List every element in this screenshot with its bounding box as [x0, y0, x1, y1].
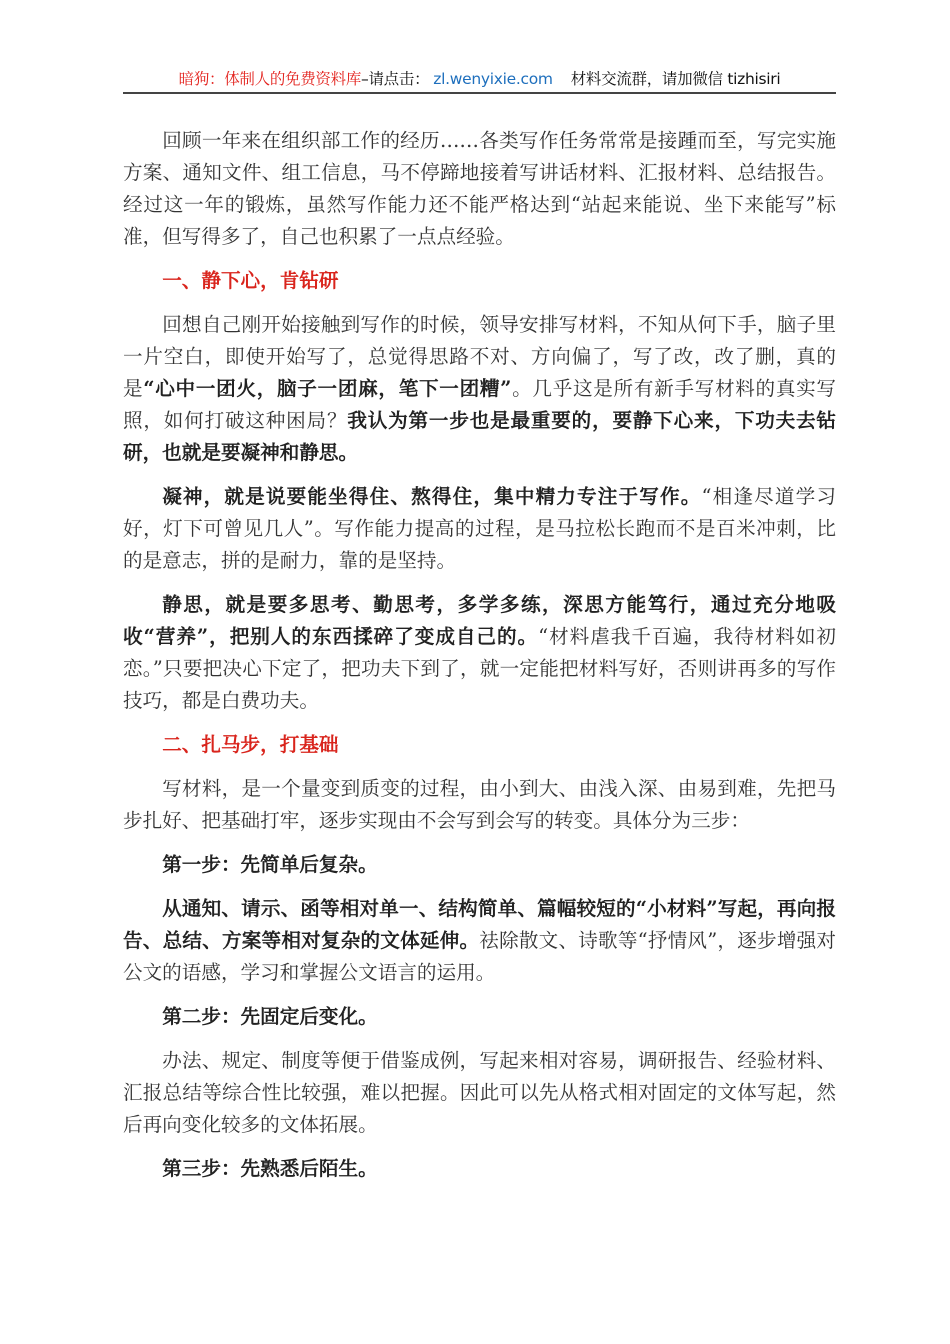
header-brand: 暗狗：体制人的免费资料库: [178, 70, 362, 88]
page-header: [123, 68, 836, 94]
paragraph-bold-text: 从通知、请示、函等相对单一、结构简单、篇幅较短的“小材料”写起，再向报告、总结、方案等相对复杂的文体延伸。: [123, 897, 836, 952]
document-body: [123, 125, 836, 1197]
paragraph: [123, 309, 836, 469]
paragraph: [123, 589, 836, 717]
header-click-prompt: –请点击：: [361, 70, 430, 88]
section-heading-1: [123, 265, 836, 297]
paragraph: [123, 773, 836, 837]
paragraph-text: “材料虐我千百遍，我待材料如初恋。”只要把决心下定了，把功夫下到了，就一定能把材料写好，否则讲再多的写作技巧，都是白费功夫。: [123, 625, 836, 712]
paragraph-bold-text: 第一步：先简单后复杂。: [162, 853, 378, 876]
paragraph-text: 祛除散文、诗歌等“抒情风”，逐步增强对公文的语感，学习和掌握公文语言的运用。: [123, 929, 836, 984]
paragraph-text: 回顾一年来在组织部工作的经历……各类写作任务常常是接踵而至，写完实施方案、通知文件、组工信息，马不停蹄地接着写讲话材料、汇报材料、总结报告。经过这一年的锻炼，虽然写作能力还不能严格达到“站起来能说、坐下来能写”标准，但写得多了，自己也积累了一点点经验。: [123, 129, 836, 248]
paragraph: [123, 1045, 836, 1141]
paragraph: [123, 893, 836, 989]
paragraph-text: “相逢尽道学习好，灯下可曾见几人”。写作能力提高的过程，是马拉松长跑而不是百米冲刺，比的是意志，拼的是耐力，靠的是坚持。: [123, 485, 836, 572]
header-wechat: 材料交流群，请加微信 tizhisiri: [570, 70, 781, 88]
paragraph-bold-text: 第三步：先熟悉后陌生。: [162, 1157, 378, 1180]
paragraph-text: 回想自己刚开始接触到写作的时候，领导安排写材料，不知从何下手，脑子里一片空白，即使开始写了，总觉得思路不对、方向偏了，写了改，改了删，真的是: [123, 313, 836, 400]
paragraph: [123, 481, 836, 577]
paragraph-bold-text: 我认为第一步也是最重要的，要静下心来，下功夫去钻研，也就是要凝神和静思。: [123, 409, 837, 464]
step-heading-1: [123, 849, 836, 881]
step-heading-2: [123, 1001, 836, 1033]
paragraph-bold-text: 静思，就是要多思考、勤思考，多学多练，深思方能笃行，通过充分地吸收“营养”，把别人的东西揉碎了变成自己的。: [123, 593, 836, 648]
paragraph-bold-text: 凝神，就是说要能坐得住、熬得住，集中精力专注于写作。: [162, 485, 702, 508]
header-link[interactable]: zl.wenyixie.com: [433, 70, 553, 88]
step-heading-3: [123, 1153, 836, 1185]
paragraph-intro: [123, 125, 836, 253]
section-heading-2: [123, 729, 836, 761]
paragraph-bold-text: “心中一团火，脑子一团麻，笔下一团糟”: [143, 377, 512, 400]
heading-text: 一、静下心，肯钻研: [162, 269, 339, 292]
heading-text: 二、扎马步，打基础: [162, 733, 339, 756]
paragraph-text: 。几乎这是所有新手写材料的真实写照，如何打破这种困局？: [123, 377, 837, 432]
paragraph-bold-text: 第二步：先固定后变化。: [162, 1005, 378, 1028]
paragraph-text: 办法、规定、制度等便于借鉴成例，写起来相对容易，调研报告、经验材料、汇报总结等综合性比较强，难以把握。因此可以先从格式相对固定的文体写起，然后再向变化较多的文体拓展。: [123, 1049, 836, 1136]
paragraph-text: 写材料，是一个量变到质变的过程，由小到大、由浅入深、由易到难，先把马步扎好、把基础打牢，逐步实现由不会写到会写的转变。具体分为三步：: [123, 777, 836, 832]
